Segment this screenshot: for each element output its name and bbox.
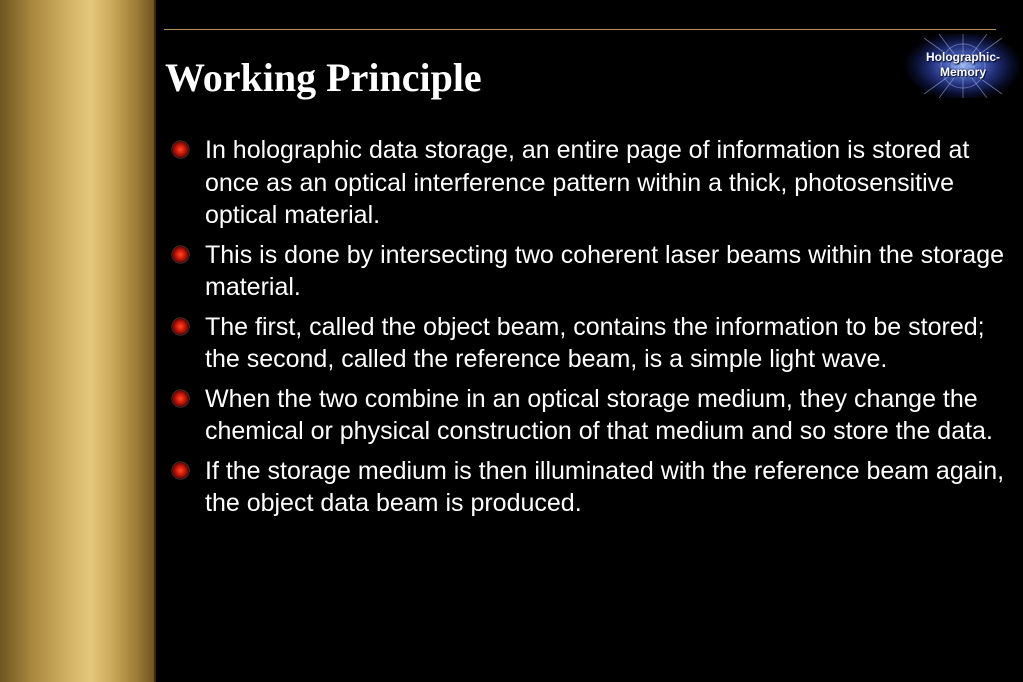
red-bullet-icon: [172, 141, 189, 158]
bullet-item: [172, 239, 1018, 304]
red-bullet-icon: [172, 318, 189, 335]
bullet-text: In holographic data storage, an entire page of information is stored at once as an optical interference pattern within a thick, photosensitive optical material.: [205, 136, 970, 229]
title-rule: [164, 29, 996, 30]
bullet-item: [172, 134, 1018, 232]
logo-text-line1: Holographic-: [926, 50, 1000, 64]
holographic-memory-logo: [904, 34, 1022, 98]
bullet-item: [172, 311, 1018, 376]
bullet-text: This is done by intersecting two coherent laser beams within the storage material.: [205, 240, 1005, 301]
bullet-text: When the two combine in an optical storage medium, they change the chemical or physical construction of that medium and so store the data.: [205, 384, 993, 445]
red-bullet-icon: [172, 246, 189, 263]
red-bullet-icon: [172, 390, 189, 407]
red-bullet-icon: [172, 462, 189, 479]
slide-title: Working Principle: [165, 55, 482, 100]
bullet-list: [172, 134, 1018, 527]
logo-text-line2: Memory: [939, 65, 986, 79]
bullet-item: [172, 383, 1018, 448]
bullet-text: If the storage medium is then illuminated with the reference beam again, the object data beam is produced.: [205, 456, 1005, 517]
gold-sidebar: [0, 0, 156, 682]
bullet-text: The first, called the object beam, contains the information to be stored; the second, called the reference beam, is a simple light wave.: [205, 312, 985, 373]
bullet-item: [172, 455, 1018, 520]
